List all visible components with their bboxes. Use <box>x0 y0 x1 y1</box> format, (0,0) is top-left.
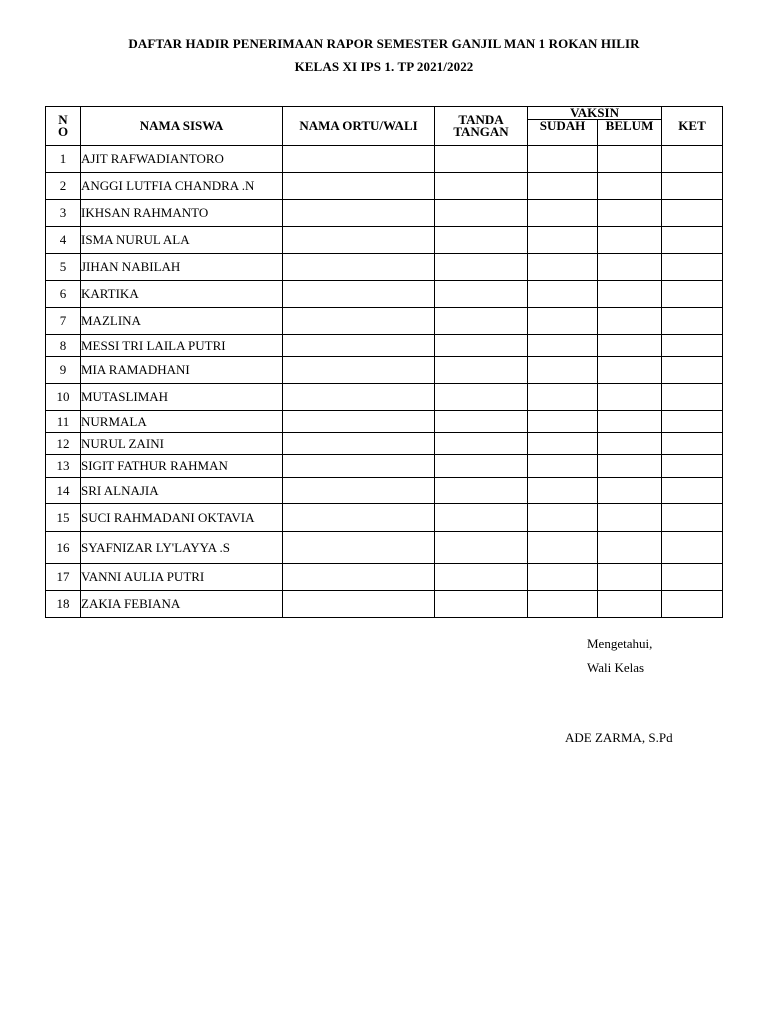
vaksin-belum-cell <box>598 254 662 281</box>
attendance-table <box>45 106 723 618</box>
ortu-cell <box>283 200 435 227</box>
student-name: SRI ALNAJIA <box>81 478 283 504</box>
ortu-cell <box>283 357 435 384</box>
header-vaksin: VAKSIN <box>528 107 662 120</box>
vaksin-belum-cell <box>598 411 662 433</box>
table-row <box>46 173 723 200</box>
vaksin-belum-cell <box>598 384 662 411</box>
table-row <box>46 532 723 564</box>
signature-cell <box>435 411 528 433</box>
row-number: 6 <box>46 281 81 308</box>
student-name: MUTASLIMAH <box>81 384 283 411</box>
header-nama-ortu: NAMA ORTU/WALI <box>283 107 435 146</box>
vaksin-sudah-cell <box>528 564 598 591</box>
signature-cell <box>435 433 528 455</box>
student-name: SUCI RAHMADANI OKTAVIA <box>81 504 283 532</box>
signature-cell <box>435 478 528 504</box>
ket-cell <box>662 433 723 455</box>
vaksin-belum-cell <box>598 173 662 200</box>
student-name: ANGGI LUTFIA CHANDRA .N <box>81 173 283 200</box>
vaksin-belum-cell <box>598 532 662 564</box>
table-row <box>46 591 723 618</box>
vaksin-sudah-cell <box>528 478 598 504</box>
table-row <box>46 200 723 227</box>
table-row <box>46 146 723 173</box>
row-number: 1 <box>46 146 81 173</box>
vaksin-belum-cell <box>598 308 662 335</box>
signature-cell <box>435 173 528 200</box>
student-name: AJIT RAFWADIANTORO <box>81 146 283 173</box>
student-name: MESSI TRI LAILA PUTRI <box>81 335 283 357</box>
ket-cell <box>662 564 723 591</box>
row-number: 3 <box>46 200 81 227</box>
student-name: MAZLINA <box>81 308 283 335</box>
ket-cell <box>662 308 723 335</box>
table-row <box>46 455 723 478</box>
vaksin-sudah-cell <box>528 384 598 411</box>
header-nama-siswa: NAMA SISWA <box>81 107 283 146</box>
vaksin-sudah-cell <box>528 591 598 618</box>
header-no-top: N <box>58 112 68 127</box>
document-title: DAFTAR HADIR PENERIMAAN RAPOR SEMESTER GANJIL MAN 1 ROKAN HILIR <box>128 36 640 51</box>
signature-cell <box>435 227 528 254</box>
row-number: 14 <box>46 478 81 504</box>
student-name: ISMA NURUL ALA <box>81 227 283 254</box>
attendance-rows <box>46 146 723 618</box>
signature-cell <box>435 281 528 308</box>
row-number: 13 <box>46 455 81 478</box>
signature-cell <box>435 146 528 173</box>
table-row <box>46 504 723 532</box>
ket-cell <box>662 411 723 433</box>
ortu-cell <box>283 504 435 532</box>
header-tanda-tangan <box>435 107 528 146</box>
table-row <box>46 384 723 411</box>
table-row <box>46 227 723 254</box>
ket-cell <box>662 455 723 478</box>
ortu-cell <box>283 564 435 591</box>
row-number: 9 <box>46 357 81 384</box>
vaksin-belum-cell <box>598 146 662 173</box>
ket-cell <box>662 532 723 564</box>
ket-cell <box>662 384 723 411</box>
table-row <box>46 433 723 455</box>
ortu-cell <box>283 591 435 618</box>
vaksin-belum-cell <box>598 591 662 618</box>
ket-cell <box>662 478 723 504</box>
vaksin-belum-cell <box>598 433 662 455</box>
vaksin-sudah-cell <box>528 455 598 478</box>
vaksin-sudah-cell <box>528 281 598 308</box>
ket-cell <box>662 227 723 254</box>
signature-cell <box>435 455 528 478</box>
ket-cell <box>662 591 723 618</box>
table-row <box>46 335 723 357</box>
student-name: IKHSAN RAHMANTO <box>81 200 283 227</box>
student-name: SIGIT FATHUR RAHMAN <box>81 455 283 478</box>
row-number: 4 <box>46 227 81 254</box>
ket-cell <box>662 281 723 308</box>
vaksin-sudah-cell <box>528 357 598 384</box>
vaksin-sudah-cell <box>528 200 598 227</box>
vaksin-belum-cell <box>598 357 662 384</box>
vaksin-sudah-cell <box>528 308 598 335</box>
ket-cell <box>662 200 723 227</box>
student-name: ZAKIA FEBIANA <box>81 591 283 618</box>
vaksin-belum-cell <box>598 281 662 308</box>
row-number: 17 <box>46 564 81 591</box>
student-name: KARTIKA <box>81 281 283 308</box>
vaksin-sudah-cell <box>528 146 598 173</box>
header-no-bottom: O <box>57 124 69 139</box>
ket-cell <box>662 504 723 532</box>
signature-cell <box>435 254 528 281</box>
student-name: VANNI AULIA PUTRI <box>81 564 283 591</box>
row-number: 10 <box>46 384 81 411</box>
ortu-cell <box>283 411 435 433</box>
student-name: JIHAN NABILAH <box>81 254 283 281</box>
document-subtitle: KELAS XI IPS 1. TP 2021/2022 <box>294 59 474 74</box>
vaksin-sudah-cell <box>528 504 598 532</box>
signatory-name: ADE ZARMA, S.Pd <box>565 730 673 745</box>
ortu-cell <box>283 384 435 411</box>
signature-cell <box>435 532 528 564</box>
student-name: NURMALA <box>81 411 283 433</box>
ortu-cell <box>283 227 435 254</box>
student-name: NURUL ZAINI <box>81 433 283 455</box>
table-row <box>46 281 723 308</box>
signature-cell <box>435 357 528 384</box>
ket-cell <box>662 335 723 357</box>
header-ket: KET <box>662 107 723 146</box>
student-name: SYAFNIZAR LY'LAYYA .S <box>81 532 283 564</box>
vaksin-belum-cell <box>598 335 662 357</box>
table-row <box>46 564 723 591</box>
table-row <box>46 357 723 384</box>
vaksin-sudah-cell <box>528 254 598 281</box>
header-belum: BELUM <box>598 120 662 146</box>
student-name: MIA RAMADHANI <box>81 357 283 384</box>
row-number: 16 <box>46 532 81 564</box>
row-number: 12 <box>46 433 81 455</box>
row-number: 8 <box>46 335 81 357</box>
ortu-cell <box>283 146 435 173</box>
table-row <box>46 478 723 504</box>
row-number: 18 <box>46 591 81 618</box>
ortu-cell <box>283 173 435 200</box>
wali-kelas-label: Wali Kelas <box>587 660 645 675</box>
ket-cell <box>662 173 723 200</box>
ortu-cell <box>283 532 435 564</box>
vaksin-sudah-cell <box>528 532 598 564</box>
header-sudah: SUDAH <box>528 120 598 146</box>
ket-cell <box>662 254 723 281</box>
vaksin-sudah-cell <box>528 411 598 433</box>
signature-cell <box>435 335 528 357</box>
signature-cell <box>435 384 528 411</box>
vaksin-belum-cell <box>598 455 662 478</box>
row-number: 7 <box>46 308 81 335</box>
vaksin-belum-cell <box>598 478 662 504</box>
ket-cell <box>662 357 723 384</box>
signature-cell <box>435 200 528 227</box>
signature-cell <box>435 504 528 532</box>
vaksin-sudah-cell <box>528 173 598 200</box>
mengetahui-label: Mengetahui, <box>587 636 653 651</box>
header-tanda: TANDA <box>458 112 504 127</box>
signature-cell <box>435 308 528 335</box>
ortu-cell <box>283 254 435 281</box>
header-no <box>46 107 81 146</box>
vaksin-sudah-cell <box>528 433 598 455</box>
vaksin-belum-cell <box>598 227 662 254</box>
ortu-cell <box>283 281 435 308</box>
row-number: 15 <box>46 504 81 532</box>
ortu-cell <box>283 433 435 455</box>
ortu-cell <box>283 335 435 357</box>
vaksin-belum-cell <box>598 504 662 532</box>
row-number: 5 <box>46 254 81 281</box>
vaksin-sudah-cell <box>528 227 598 254</box>
vaksin-belum-cell <box>598 564 662 591</box>
signature-cell <box>435 591 528 618</box>
vaksin-belum-cell <box>598 200 662 227</box>
row-number: 11 <box>46 411 81 433</box>
table-row <box>46 254 723 281</box>
ket-cell <box>662 146 723 173</box>
ortu-cell <box>283 308 435 335</box>
signature-cell <box>435 564 528 591</box>
table-row <box>46 411 723 433</box>
ortu-cell <box>283 455 435 478</box>
row-number: 2 <box>46 173 81 200</box>
vaksin-sudah-cell <box>528 335 598 357</box>
table-row <box>46 308 723 335</box>
header-tangan: TANGAN <box>453 124 509 139</box>
ortu-cell <box>283 478 435 504</box>
